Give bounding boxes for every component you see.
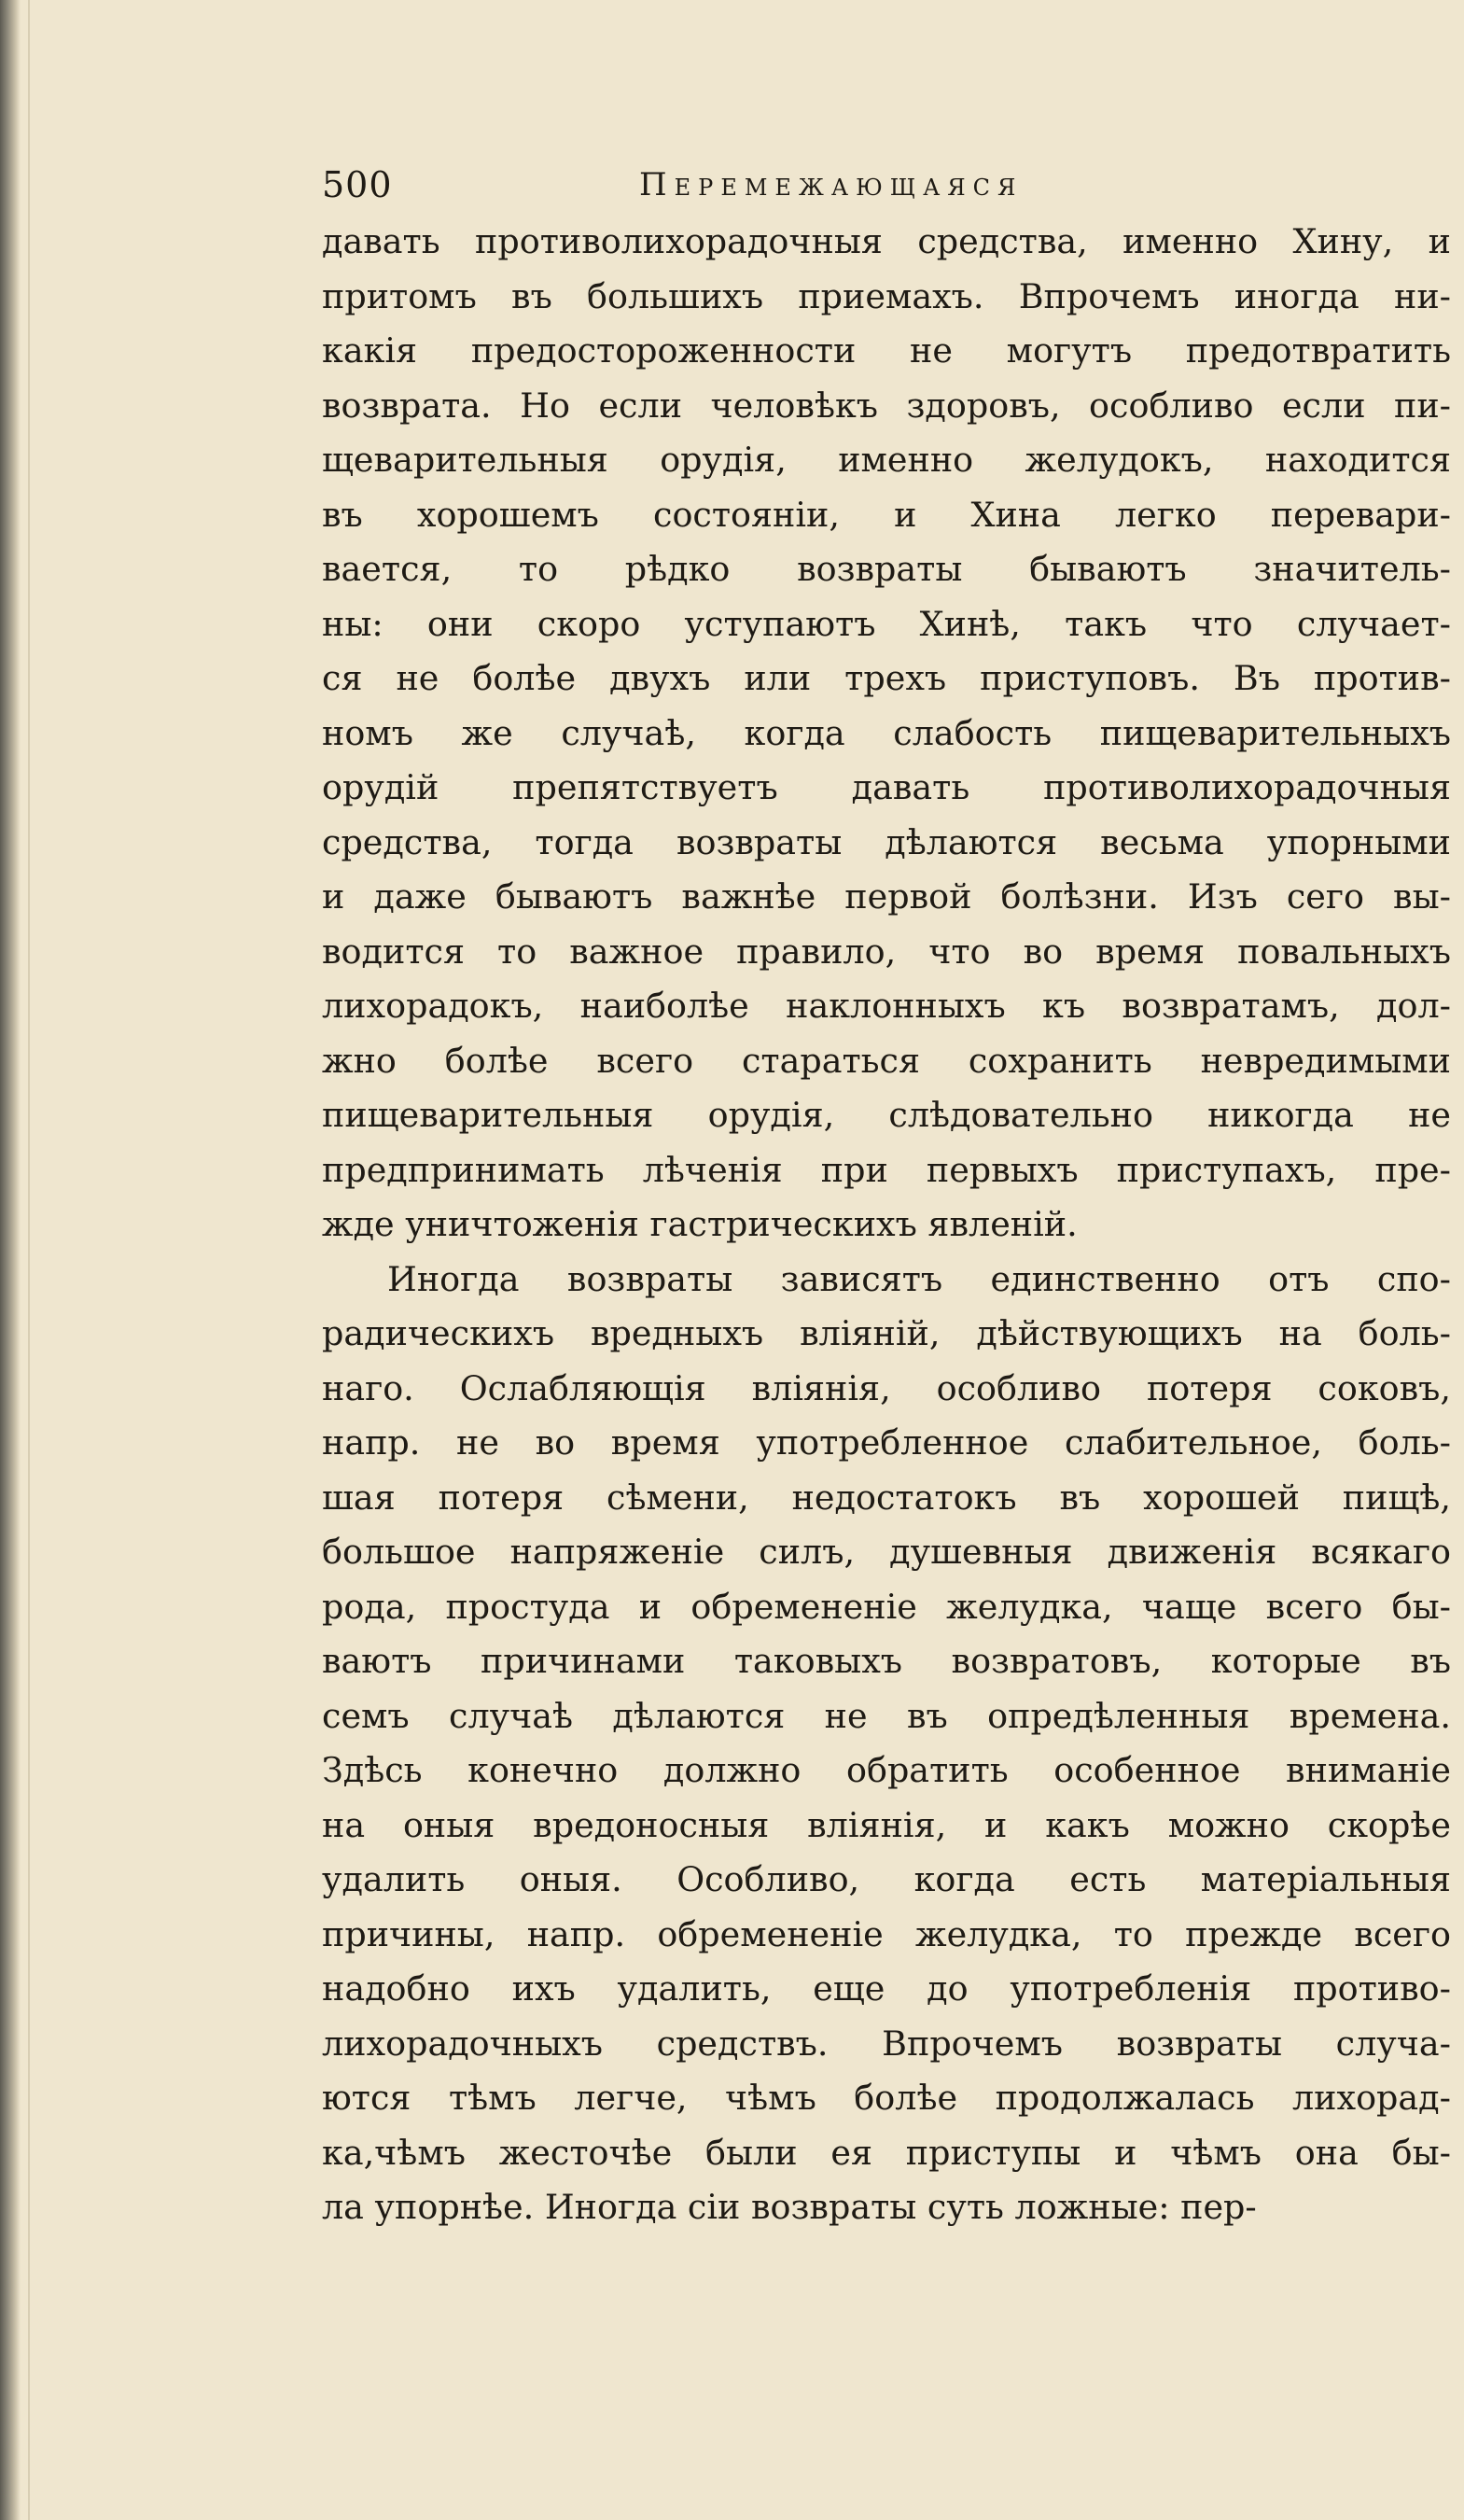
text-line: Здѣсь конечно должно обратить особенное вниманіе — [322, 1750, 1451, 1790]
text-line: напр. не во время употребленное слабительное, боль- — [322, 1422, 1451, 1463]
text-line: на оныя вредоносныя вліянія, и какъ можно скорѣе — [322, 1804, 1451, 1845]
text-line: ваютъ причинами таковыхъ возвратовъ, которые въ — [322, 1641, 1451, 1681]
text-line: орудій препятствуетъ давать противолихорадочныя — [322, 767, 1451, 807]
text-line: причины, напр. обремененіе желудка, то прежде всего — [322, 1913, 1451, 1954]
text-line: жно болѣе всего стараться сохранить невредимыми — [322, 1040, 1451, 1081]
text-line: надобно ихъ удалить, еще до употребленія противо- — [322, 1968, 1451, 2009]
page-number: 500 — [322, 164, 393, 205]
text-line: жде уничтоженія гастрическихъ явленій. — [322, 1204, 1078, 1244]
scan-page-edge-line — [28, 0, 30, 2520]
text-line: ла упорнѣе. Иногда сіи возвраты суть ложные: пер- — [322, 2187, 1257, 2227]
text-line: ка,чѣмъ жесточѣе были ея приступы и чѣмъ она бы- — [322, 2132, 1451, 2173]
text-line: въ хорошемъ состояніи, и Хина легко перевари- — [322, 494, 1451, 535]
text-line: вается, то рѣдко возвраты бываютъ значитель- — [322, 549, 1451, 589]
text-line: лихорадочныхъ средствъ. Впрочемъ возвраты случа- — [322, 2023, 1451, 2064]
text-line: рода, простуда и обремененіе желудка, чаще всего бы- — [322, 1586, 1451, 1627]
text-line: и даже бываютъ важнѣе первой болѣзни. Изъ сего вы- — [322, 876, 1451, 917]
text-line: водится то важное правило, что во время повальныхъ — [322, 931, 1451, 972]
text-line: предпринимать лѣченія при первыхъ приступахъ, пре- — [322, 1149, 1451, 1190]
text-line: лихорадокъ, наиболѣе наклонныхъ къ возвратамъ, дол- — [322, 986, 1451, 1026]
text-line: шая потеря сѣмени, недостатокъ въ хорошей пищѣ, — [322, 1477, 1451, 1518]
text-line: притомъ въ большихъ приемахъ. Впрочемъ иногда ни- — [322, 275, 1451, 316]
text-line: давать противолихорадочныя средства, именно Хину, и — [322, 221, 1451, 261]
text-line: ются тѣмъ легче, чѣмъ болѣе продолжалась лихорад- — [322, 2078, 1451, 2118]
text-line: семъ случаѣ дѣлаются не въ опредѣленныя времена. — [322, 1695, 1451, 1736]
text-line: наго. Ослабляющія вліянія, особливо потеря соковъ, — [322, 1367, 1451, 1408]
running-title: Перемежающаяся — [639, 166, 1024, 203]
running-head — [322, 149, 1451, 215]
text-line: ся не болѣе двухъ или трехъ приступовъ. Въ против- — [322, 658, 1451, 698]
text-line: средства, тогда возвраты дѣлаются весьма упорными — [322, 821, 1451, 862]
text-line: большое напряженіе силъ, душевныя движенія всякаго — [322, 1532, 1451, 1572]
text-line: удалить оныя. Особливо, когда есть матеріальныя — [322, 1859, 1451, 1899]
text-line: какія предостороженности не могутъ предотвратить — [322, 330, 1451, 371]
text-line: Иногда возвраты зависятъ единственно отъ спо- — [387, 1258, 1451, 1299]
text-line: пищеварительныя орудія, слѣдовательно никогда не — [322, 1095, 1451, 1135]
text-line: номъ же случаѣ, когда слабость пищеварительныхъ — [322, 712, 1451, 753]
scan-binding-edge — [0, 0, 21, 2520]
text-line: возврата. Но если человѣкъ здоровъ, особливо если пи- — [322, 385, 1451, 426]
paragraph-2 — [322, 1253, 1451, 2235]
paragraph-1 — [322, 215, 1451, 1253]
book-page — [322, 149, 1451, 2235]
text-line: радическихъ вредныхъ вліяній, дѣйствующихъ на боль- — [322, 1313, 1451, 1353]
text-line: щеварительныя орудія, именно желудокъ, находится — [322, 440, 1451, 480]
text-line: ны: они скоро уступаютъ Хинѣ, такъ что случает- — [322, 603, 1451, 644]
